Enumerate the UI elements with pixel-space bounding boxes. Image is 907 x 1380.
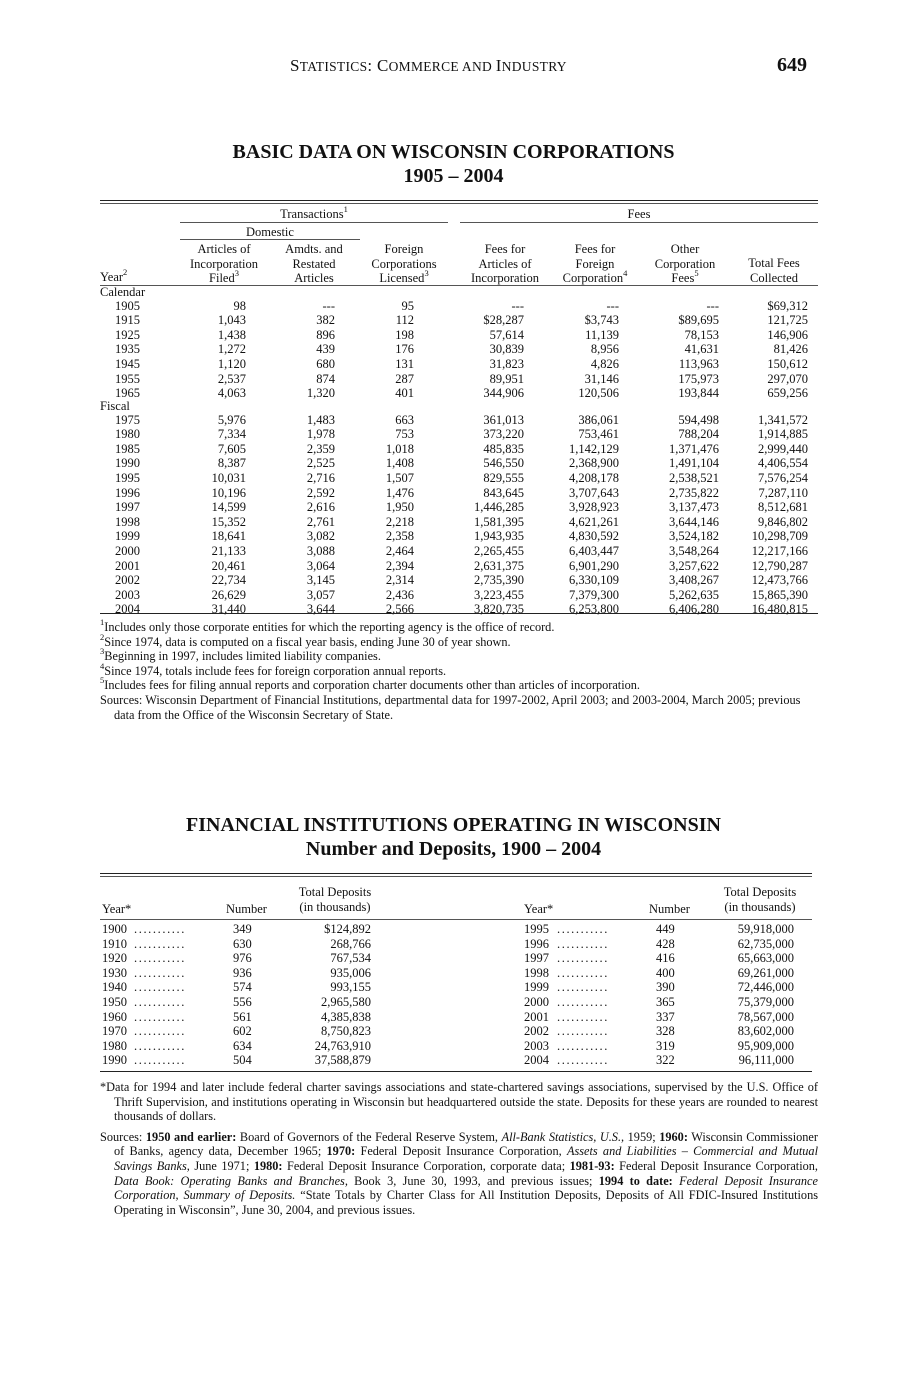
cell-amendments: 874 — [316, 371, 335, 386]
fin-cell-number: 574 — [233, 980, 252, 995]
fin-cell-deposits: 78,567,000 — [737, 1009, 794, 1024]
cell-articles-filed: 5,976 — [217, 412, 246, 427]
cell-total-fees: 121,725 — [767, 313, 808, 328]
cell-year: 1997 — [115, 500, 140, 515]
cell-year: 1985 — [115, 441, 140, 456]
cell-total-fees: 1,914,885 — [758, 427, 808, 442]
cell-amendments: 2,716 — [306, 471, 335, 485]
leader-dots: ........... — [134, 1024, 186, 1039]
cell-amendments: 439 — [316, 342, 335, 357]
fin-cell-year: 1960 — [102, 1009, 127, 1024]
cell-year: 1980 — [115, 427, 140, 442]
fin-cell-year: 1900 — [102, 922, 127, 936]
cell-fees-articles: 3,223,455 — [474, 587, 524, 602]
cell-fees-foreign: 3,928,923 — [569, 500, 619, 515]
cell-total-fees: 10,298,709 — [751, 529, 808, 544]
cell-amendments: 896 — [316, 327, 335, 342]
cell-fees-articles: 829,555 — [483, 471, 524, 485]
cell-year: 1915 — [115, 313, 140, 328]
cell-other-fees: 3,644,146 — [669, 514, 719, 529]
group-transactions-header: Transactions$^1$ — [280, 203, 348, 221]
fin-top-rule — [100, 873, 812, 874]
cell-fees-foreign: 1,142,129 — [569, 441, 619, 456]
cell-total-fees: 2,999,440 — [758, 441, 808, 456]
cell-year: 1990 — [115, 456, 140, 471]
cell-total-fees: 15,865,390 — [751, 587, 808, 602]
fin-cell-deposits: 24,763,910 — [314, 1038, 371, 1053]
corp-footnote: $^2$Since 1974, data is computed on a fiscal year basis, ending June 30 of year shown. — [100, 631, 511, 649]
cell-foreign-licensed: 2,218 — [385, 514, 414, 529]
fin-cell-deposits: 96,111,000 — [738, 1053, 794, 1068]
fin-cell-number: 976 — [233, 951, 252, 966]
cell-total-fees: $69,312 — [767, 298, 808, 313]
leader-dots: ........... — [557, 1038, 609, 1053]
cell-year: 1955 — [115, 371, 140, 386]
cell-other-fees: 3,137,473 — [669, 500, 719, 515]
cell-year: 1905 — [115, 298, 140, 313]
cell-total-fees: 1,341,572 — [758, 412, 808, 427]
fin-header-bottom-rule — [100, 919, 812, 920]
running-head-title: STATISTICS: COMMERCE AND INDUSTRY — [290, 56, 567, 75]
cell-articles-filed: 1,043 — [217, 313, 246, 328]
leader-dots: ........... — [557, 936, 609, 951]
cell-articles-filed: 22,734 — [211, 573, 246, 588]
corp-footnote: $^4$Since 1974, totals include fees for foreign corporation annual reports. — [100, 660, 447, 678]
corp-table-title: BASIC DATA ON WISCONSIN CORPORATIONS — [232, 141, 675, 163]
cell-amendments: 3,644 — [306, 602, 335, 617]
cell-fees-articles: 2,735,390 — [474, 573, 524, 588]
cell-foreign-licensed: 2,436 — [385, 587, 414, 602]
cell-other-fees: 3,408,267 — [669, 573, 719, 588]
cell-foreign-licensed: 1,507 — [385, 471, 414, 485]
cell-fees-articles: 546,550 — [483, 456, 524, 471]
fin-cell-year: 1970 — [102, 1024, 127, 1039]
cell-year: 2004 — [115, 602, 140, 617]
cell-fees-foreign: 6,403,447 — [569, 544, 619, 558]
cell-articles-filed: 4,063 — [217, 386, 246, 401]
group-domestic-header: Domestic — [246, 225, 294, 239]
cell-foreign-licensed: 95 — [401, 298, 414, 313]
fin-cell-year: 1998 — [524, 965, 549, 980]
fin-cell-year: 1930 — [102, 965, 127, 980]
fin-footnote: *Data for 1994 and later include federal charter savings associations and state-chartered savings associations, supervised by the U.S. Office of Thrift Supervision, and institutions operating in Wisconsin but headquartered outside the state. Deposits for these years are rounded to nearest thousands of dollars. — [100, 1080, 818, 1124]
cell-foreign-licensed: 1,408 — [385, 456, 414, 471]
fin-cell-year: 1920 — [102, 951, 127, 966]
cell-amendments: 2,592 — [306, 485, 335, 500]
cell-fees-articles: 373,220 — [483, 427, 524, 442]
leader-dots: ........... — [134, 1038, 186, 1053]
cell-total-fees: 7,576,254 — [758, 471, 808, 485]
cell-year: 1925 — [115, 327, 140, 342]
fin-cell-deposits: 993,155 — [330, 980, 371, 995]
fin-cell-year: 2000 — [524, 995, 549, 1009]
fin-cell-number: 602 — [233, 1024, 252, 1039]
fin-cell-number: 319 — [656, 1038, 675, 1053]
corp-footnote: $^3$Beginning in 1997, includes limited liability companies. — [100, 646, 381, 664]
fin-cell-deposits: 935,006 — [330, 965, 371, 980]
cell-total-fees: 150,612 — [767, 357, 808, 371]
cell-fees-foreign: 4,208,178 — [569, 471, 619, 485]
cell-articles-filed: 31,440 — [211, 602, 246, 617]
cell-other-fees: 6,406,280 — [669, 602, 719, 617]
fin-cell-deposits: 65,663,000 — [737, 951, 794, 966]
cell-amendments: 3,082 — [306, 529, 335, 544]
col-fees-articles-header: Fees for Articles of Incorporation — [470, 242, 540, 286]
cell-articles-filed: 98 — [233, 298, 246, 313]
cell-foreign-licensed: 287 — [395, 371, 414, 386]
cell-other-fees: 78,153 — [684, 327, 719, 342]
fin-cell-year: 1995 — [524, 922, 549, 936]
cell-amendments: 3,057 — [306, 587, 335, 602]
cell-fees-foreign: 3,707,643 — [569, 485, 619, 500]
cell-year: 2000 — [115, 544, 140, 558]
cell-fees-articles: 57,614 — [489, 327, 524, 342]
cell-fees-articles: 485,835 — [483, 441, 524, 456]
cell-fees-articles: 2,631,375 — [474, 558, 524, 573]
col-total-fees-header: Total Fees Collected — [748, 256, 800, 285]
cell-other-fees: 175,973 — [678, 371, 719, 386]
cell-year: 1965 — [115, 386, 140, 401]
corp-footnote: $^1$Includes only those corporate entities for which the reporting agency is the office of record. — [100, 616, 555, 634]
cell-fees-foreign: 386,061 — [578, 412, 619, 427]
fin-cell-deposits: 37,588,879 — [314, 1053, 371, 1068]
fin-cell-year: 1910 — [102, 936, 127, 951]
cell-amendments: 2,616 — [306, 500, 335, 515]
cell-other-fees: 3,548,264 — [669, 544, 719, 558]
cell-foreign-licensed: 131 — [395, 357, 414, 371]
cell-amendments: 2,525 — [306, 456, 335, 471]
col-foreign-header: Foreign Corporations Licensed$^3$ — [371, 242, 437, 286]
leader-dots: ........... — [557, 965, 609, 980]
cell-amendments: 1,320 — [306, 386, 335, 401]
fin-cell-deposits: 75,379,000 — [737, 995, 794, 1009]
fin-bottom-rule — [100, 1071, 812, 1072]
cell-amendments: 3,088 — [306, 544, 335, 558]
fin-cell-number: 561 — [233, 1009, 252, 1024]
cell-other-fees: 3,257,622 — [669, 558, 719, 573]
col-other-fees-header: Other Corporation Fees$^5$ — [654, 242, 716, 286]
cell-foreign-licensed: 2,358 — [385, 529, 414, 544]
cell-other-fees: 3,524,182 — [669, 529, 719, 544]
cell-foreign-licensed: 198 — [395, 327, 414, 342]
fin-cell-year: 1997 — [524, 951, 549, 966]
cell-articles-filed: 10,196 — [211, 485, 246, 500]
cell-articles-filed: 1,272 — [217, 342, 246, 357]
fin-cell-year: 1999 — [524, 980, 549, 995]
cell-fees-foreign: 4,826 — [590, 357, 619, 371]
cell-amendments: 3,064 — [306, 558, 335, 573]
cell-year: 1975 — [115, 412, 140, 427]
cell-fees-articles: 31,823 — [489, 357, 524, 371]
fin-cell-number: 449 — [656, 922, 675, 936]
fin-cell-deposits: 268,766 — [330, 936, 371, 951]
fin-cell-year: 1950 — [102, 995, 127, 1009]
cell-amendments: 2,761 — [306, 514, 335, 529]
fin-left-col-deposits-header: Total Deposits (in thousands) — [298, 885, 372, 914]
col-year-header: Year$^2$ — [100, 266, 128, 284]
col-fees-foreign-header: Fees for Foreign Corporation$^4$ — [562, 242, 628, 286]
fin-cell-number: 337 — [656, 1009, 675, 1024]
cell-fees-articles: 1,446,285 — [474, 500, 524, 515]
fin-cell-deposits: 69,261,000 — [737, 965, 794, 980]
fin-cell-number: 936 — [233, 965, 252, 980]
leader-dots: ........... — [557, 980, 609, 995]
fin-cell-number: 634 — [233, 1038, 252, 1053]
cell-fees-foreign: $3,743 — [584, 313, 619, 328]
cell-amendments: 680 — [316, 357, 335, 371]
cell-fees-foreign: 7,379,300 — [569, 587, 619, 602]
group-fees-header: Fees — [627, 207, 651, 221]
fin-cell-year: 2001 — [524, 1009, 549, 1024]
fin-left-col-number-header: Number — [226, 902, 267, 916]
fin-right-col-deposits-header: Total Deposits (in thousands) — [723, 885, 797, 914]
cell-year: 1998 — [115, 514, 140, 529]
fin-table-subtitle: Number and Deposits, 1900 – 2004 — [305, 838, 602, 860]
cell-foreign-licensed: 753 — [395, 427, 414, 442]
cell-fees-articles: 361,013 — [483, 412, 524, 427]
fin-cell-number: 556 — [233, 995, 252, 1009]
cell-fees-articles: --- — [511, 298, 524, 313]
cell-fees-foreign: --- — [606, 298, 619, 313]
leader-dots: ........... — [557, 922, 609, 936]
cell-fees-articles: 89,951 — [489, 371, 524, 386]
fin-notes — [100, 1080, 818, 1217]
fin-cell-number: 349 — [233, 922, 252, 936]
fin-top-rule-2 — [100, 876, 812, 877]
cell-amendments: 3,145 — [306, 573, 335, 588]
cell-other-fees: 788,204 — [678, 427, 719, 442]
cell-fees-articles: 344,906 — [483, 386, 524, 401]
fin-cell-year: 2002 — [524, 1024, 549, 1039]
fin-cell-number: 428 — [656, 936, 675, 951]
cell-amendments: 1,483 — [306, 412, 335, 427]
cell-fees-articles: 3,820,735 — [474, 602, 524, 617]
cell-total-fees: 16,480,815 — [751, 602, 808, 617]
cell-fees-foreign: 6,330,109 — [569, 573, 619, 588]
cell-foreign-licensed: 112 — [395, 313, 414, 328]
cell-foreign-licensed: 1,950 — [385, 500, 414, 515]
cell-articles-filed: 8,387 — [217, 456, 246, 471]
cell-foreign-licensed: 401 — [395, 386, 414, 401]
fin-cell-deposits: 767,534 — [330, 951, 371, 966]
cell-year: 2002 — [115, 573, 140, 588]
cell-fees-foreign: 11,139 — [585, 327, 619, 342]
cell-total-fees: 81,426 — [773, 342, 808, 357]
fin-cell-deposits: 59,918,000 — [737, 922, 794, 936]
cell-fees-articles: 30,839 — [489, 342, 524, 357]
cell-year: 1945 — [115, 357, 140, 371]
cell-fees-articles: 1,581,395 — [474, 514, 524, 529]
cell-other-fees: 594,498 — [678, 412, 719, 427]
cell-other-fees: 193,844 — [678, 386, 719, 401]
cell-foreign-licensed: 1,476 — [385, 485, 414, 500]
cell-total-fees: 7,287,110 — [758, 485, 808, 500]
leader-dots: ........... — [557, 1053, 609, 1068]
cell-articles-filed: 7,605 — [217, 441, 246, 456]
cell-articles-filed: 10,031 — [211, 471, 246, 485]
section-fiscal: Fiscal — [100, 399, 130, 413]
cell-fees-foreign: 6,253,800 — [569, 602, 619, 617]
page-number: 649 — [777, 54, 807, 76]
fin-table-title: FINANCIAL INSTITUTIONS OPERATING IN WISCONSIN — [186, 814, 721, 836]
cell-total-fees: 297,070 — [767, 371, 808, 386]
leader-dots: ........... — [134, 922, 186, 936]
cell-total-fees: 146,906 — [767, 327, 808, 342]
leader-dots: ........... — [557, 1024, 609, 1039]
cell-other-fees: 2,735,822 — [669, 485, 719, 500]
cell-total-fees: 659,256 — [767, 386, 808, 401]
cell-total-fees: 8,512,681 — [758, 500, 808, 515]
leader-dots: ........... — [134, 965, 186, 980]
fin-cell-deposits: 95,909,000 — [737, 1038, 794, 1053]
cell-fees-foreign: 753,461 — [578, 427, 619, 442]
cell-total-fees: 12,790,287 — [751, 558, 808, 573]
fin-cell-number: 390 — [656, 980, 675, 995]
fin-cell-year: 2004 — [524, 1053, 549, 1068]
cell-year: 2003 — [115, 587, 140, 602]
cell-articles-filed: 2,537 — [217, 371, 246, 386]
fin-cell-year: 1940 — [102, 980, 127, 995]
fin-cell-deposits: 72,446,000 — [737, 980, 794, 995]
cell-total-fees: 12,473,766 — [751, 573, 808, 588]
cell-foreign-licensed: 2,394 — [385, 558, 414, 573]
fin-cell-number: 328 — [656, 1024, 675, 1039]
fin-cell-number: 322 — [656, 1053, 675, 1068]
cell-fees-articles: $28,287 — [483, 313, 524, 328]
fin-left-col-year-header: Year* — [102, 902, 132, 916]
cell-fees-foreign: 4,621,261 — [569, 514, 619, 529]
cell-articles-filed: 26,629 — [211, 587, 246, 602]
fin-cell-number: 416 — [656, 951, 675, 966]
leader-dots: ........... — [557, 951, 609, 966]
cell-articles-filed: 15,352 — [211, 514, 246, 529]
cell-articles-filed: 1,438 — [217, 327, 246, 342]
cell-other-fees: 41,631 — [684, 342, 719, 357]
cell-foreign-licensed: 176 — [395, 342, 414, 357]
cell-fees-foreign: 120,506 — [578, 386, 619, 401]
fin-cell-deposits: $124,892 — [324, 922, 371, 936]
fin-cell-deposits: 2,965,580 — [321, 995, 371, 1009]
cell-fees-foreign: 2,368,900 — [569, 456, 619, 471]
cell-total-fees: 9,846,802 — [758, 514, 808, 529]
fin-cell-year: 1996 — [524, 936, 549, 951]
cell-other-fees: 1,371,476 — [669, 441, 719, 456]
cell-amendments: 2,359 — [306, 441, 335, 456]
cell-foreign-licensed: 1,018 — [385, 441, 414, 456]
fin-cell-number: 630 — [233, 936, 252, 951]
fin-cell-year: 2003 — [524, 1038, 549, 1053]
cell-total-fees: 4,406,554 — [758, 456, 808, 471]
leader-dots: ........... — [134, 1053, 186, 1068]
cell-other-fees: 1,491,104 — [669, 456, 719, 471]
cell-articles-filed: 18,641 — [211, 529, 246, 544]
col-amdts-header: Amdts. and Restated Articles — [285, 242, 343, 286]
cell-articles-filed: 7,334 — [217, 427, 246, 442]
cell-fees-articles: 1,943,935 — [474, 529, 524, 544]
cell-amendments: 1,978 — [306, 427, 335, 442]
fin-cell-deposits: 62,735,000 — [737, 936, 794, 951]
fin-cell-deposits: 8,750,823 — [321, 1024, 371, 1039]
cell-amendments: 382 — [316, 313, 335, 328]
cell-articles-filed: 21,133 — [211, 544, 246, 558]
cell-other-fees: 2,538,521 — [669, 471, 719, 485]
cell-year: 1999 — [115, 529, 140, 544]
corp-footnote: $^5$Includes fees for filing annual reports and corporation charter documents other than articles of incorporation. — [100, 675, 640, 693]
col-articles-header: Articles of Incorporation Filed$^3$ — [189, 242, 259, 286]
leader-dots: ........... — [134, 951, 186, 966]
fin-sources: Sources: 1950 and earlier: Board of Governors of the Federal Reserve System, All-Bank Statistics, U.S., 1959; 1960: Wisconsin Commissioner of Banks, agency data, December 1965; 1970: Federal Deposit Insurance Corporation, Assets and Liabilities – Commercial and Mutual Savings Banks, June 1971; 1980: Federal Deposit Insurance Corporation, corporate data; 1981-93: Federal Deposit Insurance Corporation, Data Book: Operating Banks and Branches, Book 3, June 30, 1993, and previous issues; 1994 to date: Federal Deposit Insurance Corporation, Summary of Deposits. “State Totals by Charter Class for All Institution Deposits, Deposits of All FDIC-Insured Institutions Operating in Wisconsin”, June 30, 2004, and previous issues. — [100, 1129, 819, 1217]
cell-fees-foreign: 4,830,592 — [569, 529, 619, 544]
cell-foreign-licensed: 663 — [395, 412, 414, 427]
cell-other-fees: $89,695 — [678, 313, 719, 328]
cell-other-fees: 113,963 — [678, 357, 719, 371]
leader-dots: ........... — [557, 1009, 609, 1024]
leader-dots: ........... — [134, 980, 186, 995]
leader-dots: ........... — [134, 995, 186, 1009]
corp-sources: Sources: Wisconsin Department of Financial Institutions, departmental data for 1997-2002, April 2003; and 2003-2004, March 2005; previous data from the Office of the Wisconsin Secretary of State. — [100, 692, 801, 722]
fin-right-col-year-header: Year* — [524, 902, 554, 916]
cell-fees-articles: 2,265,455 — [474, 544, 524, 558]
leader-dots: ........... — [557, 995, 609, 1009]
fin-cell-year: 1990 — [102, 1053, 127, 1068]
fin-right-col-number-header: Number — [649, 902, 690, 916]
cell-articles-filed: 20,461 — [211, 558, 246, 573]
cell-foreign-licensed: 2,566 — [385, 602, 414, 617]
cell-other-fees: --- — [706, 298, 719, 313]
cell-foreign-licensed: 2,314 — [385, 573, 414, 588]
leader-dots: ........... — [134, 936, 186, 951]
cell-other-fees: 5,262,635 — [669, 587, 719, 602]
cell-fees-foreign: 8,956 — [590, 342, 619, 357]
cell-year: 1996 — [115, 485, 140, 500]
cell-articles-filed: 14,599 — [211, 500, 246, 515]
fin-cell-year: 1980 — [102, 1038, 127, 1053]
cell-year: 1935 — [115, 342, 140, 357]
cell-total-fees: 12,217,166 — [751, 544, 808, 558]
cell-foreign-licensed: 2,464 — [385, 544, 414, 558]
cell-articles-filed: 1,120 — [217, 357, 246, 371]
leader-dots: ........... — [134, 1009, 186, 1024]
fin-cell-number: 400 — [656, 965, 675, 980]
fin-cell-deposits: 83,602,000 — [737, 1024, 794, 1039]
corp-table-subtitle: 1905 – 2004 — [403, 165, 504, 187]
cell-fees-foreign: 6,901,290 — [569, 558, 619, 573]
fin-cell-number: 504 — [233, 1053, 252, 1068]
section-calendar: Calendar — [100, 285, 146, 299]
fin-cell-number: 365 — [656, 995, 675, 1009]
cell-year: 1995 — [115, 471, 140, 485]
cell-fees-foreign: 31,146 — [584, 371, 619, 386]
cell-amendments: --- — [322, 298, 335, 313]
cell-year: 2001 — [115, 558, 140, 573]
fin-cell-deposits: 4,385,838 — [321, 1009, 371, 1024]
cell-fees-articles: 843,645 — [483, 485, 524, 500]
